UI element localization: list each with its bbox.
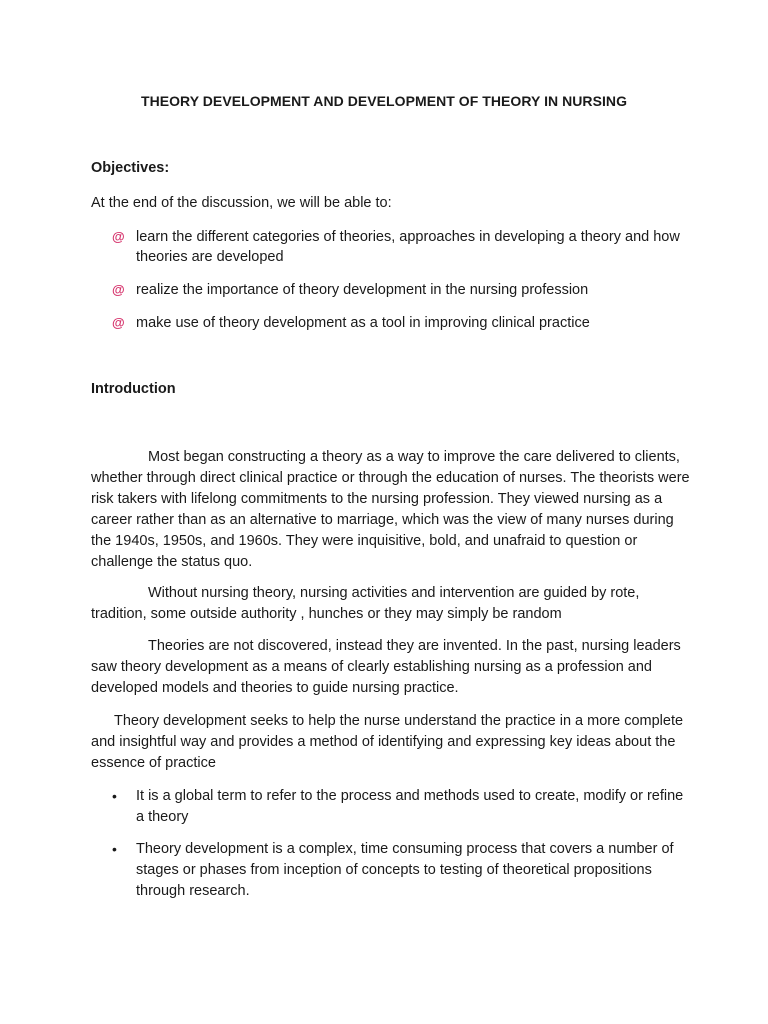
list-item [112,839,692,902]
at-sign-bullet-icon: @ [112,282,125,297]
intro-paragraph: Theories are not discovered, instead they are invented. In the past, nursing leaders saw theory development as a means of clearly establishing nursing as a profession and developed models and theories to guide nursing practice. [91,638,681,696]
objectives-intro: At the end of the discussion, we will be able to: [91,195,392,211]
objective-text: learn the different categories of theories, approaches in developing a theory and how theories are developed [136,229,680,265]
intro-paragraph: Without nursing theory, nursing activities and intervention are guided by rote, tradition, some outside authority , hunches or they may simply be random [91,585,640,622]
introduction-heading: Introduction [91,381,176,397]
objective-text: make use of theory development as a tool in improving clinical practice [136,315,590,331]
list-item [112,786,692,828]
intro-paragraph: Theory development seeks to help the nurse understand the practice in a more complete and insightful way and provides a method of identifying and expressing key ideas about the essence of practice [91,713,684,771]
intro-paragraph: Most began constructing a theory as a way to improve the care delivered to clients, whether through direct clinical practice or through the education of nurses. The theorists were risk takers with lifelong commitments to the nursing profession. They viewed nursing as a career rather than as an alternative to marriage, which was the view of many nurses during the 1940s, 1950s, and 1960s. They were inquisitive, bold, and unafraid to question or challenge the status quo. [91,449,690,570]
document-title: THEORY DEVELOPMENT AND DEVELOPMENT OF THEORY IN NURSING [140,93,628,109]
list-item-text: Theory development is a complex, time consuming process that covers a number of stages or phases from inception of concepts to testing of theoretical propositions through research. [136,841,674,899]
at-sign-bullet-icon: @ [112,229,125,244]
objective-item [112,280,692,300]
objective-item [112,313,692,333]
list-item-text: It is a global term to refer to the process and methods used to create, modify or refine a theory [136,788,684,825]
objectives-heading: Objectives: [91,160,170,176]
bullet-dot-icon: • [112,788,117,804]
bullet-dot-icon: • [112,841,117,857]
objective-text: realize the importance of theory development in the nursing profession [136,282,589,298]
objective-item [112,227,692,267]
at-sign-bullet-icon: @ [112,315,125,330]
